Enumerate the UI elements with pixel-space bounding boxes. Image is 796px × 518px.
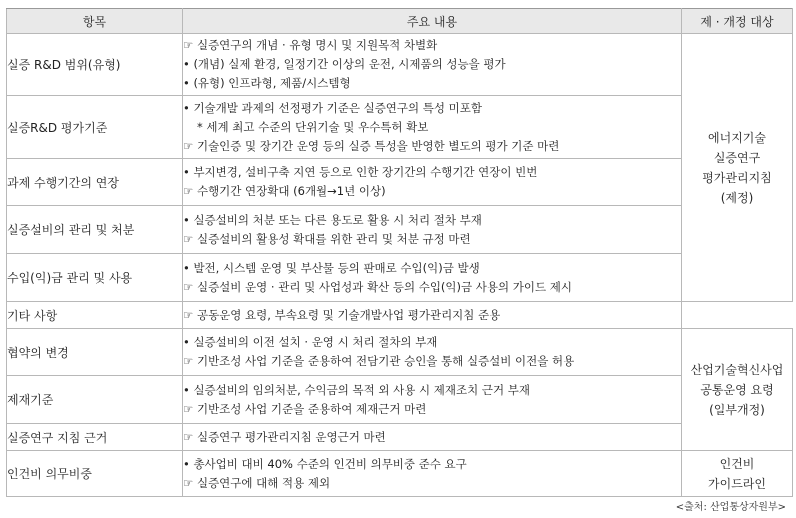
row-content [183,424,682,451]
content-line: • 실증설비의 임의처분, 수익금의 목적 외 사용 시 제재조치 근거 부재 [183,382,530,397]
row-content [183,96,682,159]
content-line: ☞ 실증연구의 개념 · 유형 명시 및 지원목적 차별화 [183,38,438,52]
table-row [7,206,793,254]
header-content: 주요 내용 [183,9,682,34]
row-item: 실증 R&D 범위(유형) [7,34,183,96]
table-row [7,302,793,329]
content-line: ☞ 실증연구에 대해 적용 제외 [183,475,331,490]
row-item: 실증연구 지침 근거 [7,424,183,451]
content-line: • 실증설비의 이전 설치 · 운영 시 처리 절차의 부재 [183,335,438,349]
target-line: 인건비 [719,456,755,471]
table-row [7,34,793,96]
content-line: * 세계 최고 수준의 단위기술 및 우수특허 확보 [197,119,429,134]
row-content [183,329,682,376]
row-item: 제재기준 [7,376,183,424]
row-content [183,376,682,424]
row-item: 실증설비의 관리 및 처분 [7,206,183,254]
content-line: ☞ 실증연구 평가관리지침 운영근거 마련 [183,429,386,444]
header-item: 항목 [7,9,183,34]
target-line: 에너지기술 [708,130,766,145]
target-cell-3 [682,451,793,497]
content-line: • 부지변경, 설비구축 지연 등으로 인한 장기간의 수행기간 연장이 빈번 [183,165,538,179]
target-cell-2 [682,329,793,451]
table-row [7,424,793,451]
content-line: • 발전, 시스템 운영 및 부산물 등의 판매로 수입(익)금 발생 [183,260,480,275]
content-line: • 총사업비 대비 40% 수준의 인건비 의무비중 준수 요구 [183,456,467,471]
content-line: ☞ 기반조성 사업 기준을 준용하여 전담기관 승인을 통해 실증설비 이전을 허용 [183,354,575,368]
row-item: 협약의 변경 [7,329,183,376]
content-line: ☞ 기반조성 사업 기준을 준용하여 제재근거 마련 [183,401,427,416]
table-row [7,329,793,376]
target-line: (제정) [720,190,754,205]
target-line: 가이드라인 [708,476,766,491]
target-line: 실증연구 [713,150,761,165]
target-cell-1 [682,34,793,302]
content-line: ☞ 수행기간 연장확대 (6개월→1년 이상) [183,184,386,198]
header-row [7,9,793,34]
row-item: 과제 수행기간의 연장 [7,159,183,206]
row-item: 기타 사항 [7,302,183,329]
target-line: (일부개정) [709,402,765,417]
target-line: 공통운영 요령 [700,382,774,397]
row-item: 수입(익)금 관리 및 사용 [7,254,183,302]
row-item: 실증R&D 평가기준 [7,96,183,159]
content-line: ☞ 실증설비의 활용성 확대를 위한 관리 및 처분 규정 마련 [183,231,471,246]
content-line: • (개념) 실제 환경, 일정기간 이상의 운전, 시제품의 성능을 평가 [183,57,506,71]
target-line: 산업기술혁신사업 [690,362,784,377]
policy-table [6,8,793,497]
row-content [183,302,682,329]
table-row [7,376,793,424]
target-line: 평가관리지침 [702,170,772,185]
row-content [183,451,682,497]
content-line: ☞ 기술인증 및 장기간 운영 등의 실증 특성을 반영한 별도의 평가 기준 마련 [183,138,560,153]
content-line: • 기술개발 과제의 선정평가 기준은 실증연구의 특성 미포함 [183,100,482,115]
content-line: ☞ 실증설비 운영 · 관리 및 사업성과 확산 등의 수입(익)금 사용의 가이드 제시 [183,279,572,294]
content-line: ☞ 공동운영 요령, 부속요령 및 기술개발사업 평가관리지침 준용 [183,307,501,322]
row-content [183,254,682,302]
row-item: 인건비 의무비중 [7,451,183,497]
content-line: • (유형) 인프라형, 제품/시스템형 [183,76,351,90]
table-row [7,254,793,302]
table-row [7,159,793,206]
source-caption: <출처: 산업통상자원부> [675,502,786,513]
table-row [7,96,793,159]
row-content [183,206,682,254]
row-content [183,159,682,206]
row-content [183,34,682,96]
content-line: • 실증설비의 처분 또는 다른 용도로 활용 시 처리 절차 부재 [183,212,482,227]
table-row [7,451,793,497]
header-target: 제 · 개정 대상 [682,9,793,34]
